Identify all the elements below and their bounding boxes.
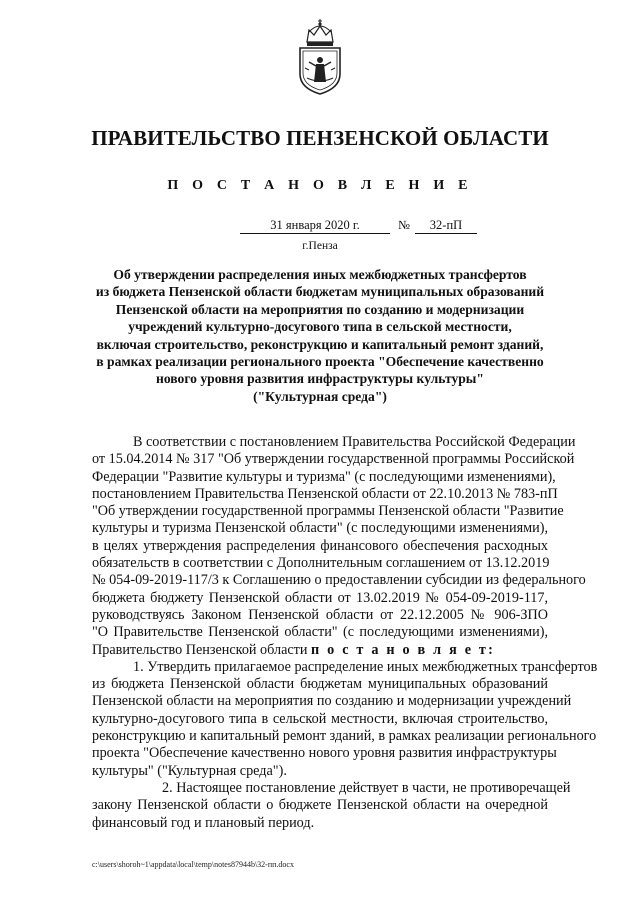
heading-line: нового уровня развития инфраструктуры культуры" (156, 371, 484, 387)
document-body (92, 434, 598, 832)
item-2-line: закону Пензенской области о бюджете Пензенской области на очередной (92, 797, 548, 814)
date-number-line (0, 217, 640, 235)
decree-line (92, 642, 548, 659)
preamble-line: "О Правительстве Пензенской области" (с последующими изменениями), (92, 624, 548, 641)
document-city: г.Пенза (302, 240, 338, 252)
item-1-line: проекта "Обеспечение качественно нового уровня развития инфраструктуры (92, 745, 557, 762)
item-2-line: 2. Настоящее постановление действует в части, не противоречащей (162, 779, 571, 796)
preamble-line: культуры и туризма Пензенской области" (с последующими изменениями), (92, 520, 548, 537)
document-date: 31 января 2020 г. (240, 217, 390, 234)
preamble-line: постановлением Правительства Пензенской области от 22.10.2013 № 783-пП (92, 485, 558, 502)
preamble-line: в целях утверждения распределения финансового обеспечения расходных (92, 537, 548, 554)
number-sign: № (398, 218, 410, 232)
decree-intro: Правительство Пензенской области (92, 641, 308, 658)
preamble-line: от 15.04.2014 № 317 "Об утверждении государственной программы Российской (92, 451, 575, 468)
item-1-line: 1. Утвердить прилагаемое распределение иных межбюджетных трансфертов (133, 658, 598, 675)
preamble-line: руководствуясь Законом Пензенской области от 22.12.2005 № 906-ЗПО (92, 606, 548, 623)
heading-line: ("Культурная среда") (253, 388, 387, 404)
heading-line: в рамках реализации регионального проекта "Обеспечение качественно (96, 354, 544, 370)
item-1-line: культурно-досугового типа в сельской местности, включая строительство, (92, 710, 548, 727)
decree-word: п о с т а н о в л я е т: (311, 641, 496, 658)
heading-line: включая строительство, реконструкцию и капитальный ремонт зданий, (96, 336, 544, 352)
item-2-line: финансовый год и плановый период. (92, 814, 315, 831)
preamble-line: Федерации "Развитие культуры и туризма" (с последующими изменениями), (92, 468, 556, 485)
item-1-line: Пензенской области на мероприятия по созданию и модернизации учреждений (92, 693, 572, 710)
preamble-line: В соответствии с постановлением Правительства Российской Федерации (133, 434, 576, 450)
heading-line: Об утверждении распределения иных межбюджетных трансфертов (113, 267, 527, 282)
heading-line: Пензенской области на мероприятия по созданию и модернизации (115, 301, 525, 317)
preamble-line: бюджета бюджету Пензенской области от 13.02.2019 № 054-09-2019-117, (92, 589, 548, 606)
file-path-footer: c:\users\shoroh~1\appdata\local\temp\notes87944b\32-пп.docx (92, 860, 294, 869)
item-1-line: реконструкцию и капитальный ремонт зданий, в рамках реализации регионального (92, 728, 597, 745)
government-title: ПРАВИТЕЛЬСТВО ПЕНЗЕНСКОЙ ОБЛАСТИ (91, 126, 549, 150)
item-1-line: из бюджета Пензенской области бюджетам муниципальных образований (92, 676, 548, 693)
preamble-line: № 054-09-2019-117/3 к Соглашению о предоставлении субсидии из федерального (92, 572, 586, 589)
item-1-line: культуры" ("Культурная среда"). (92, 762, 287, 779)
document-number: 32-пП (415, 217, 477, 234)
heading-line: учреждений культурно-досугового типа в сельской местности, (128, 319, 512, 335)
document-type: П О С Т А Н О В Л Е Н И Е (167, 178, 473, 193)
penza-oblast-coat-of-arms-icon (295, 18, 345, 96)
document-heading (92, 266, 548, 405)
preamble-line: "Об утверждении государственной программы Пензенской области "Развитие (92, 503, 564, 520)
preamble-line: обязательств в соответствии с Дополнительным соглашением от 13.12.2019 (92, 555, 550, 572)
heading-line: из бюджета Пензенской области бюджетам муниципальных образований (95, 284, 545, 300)
